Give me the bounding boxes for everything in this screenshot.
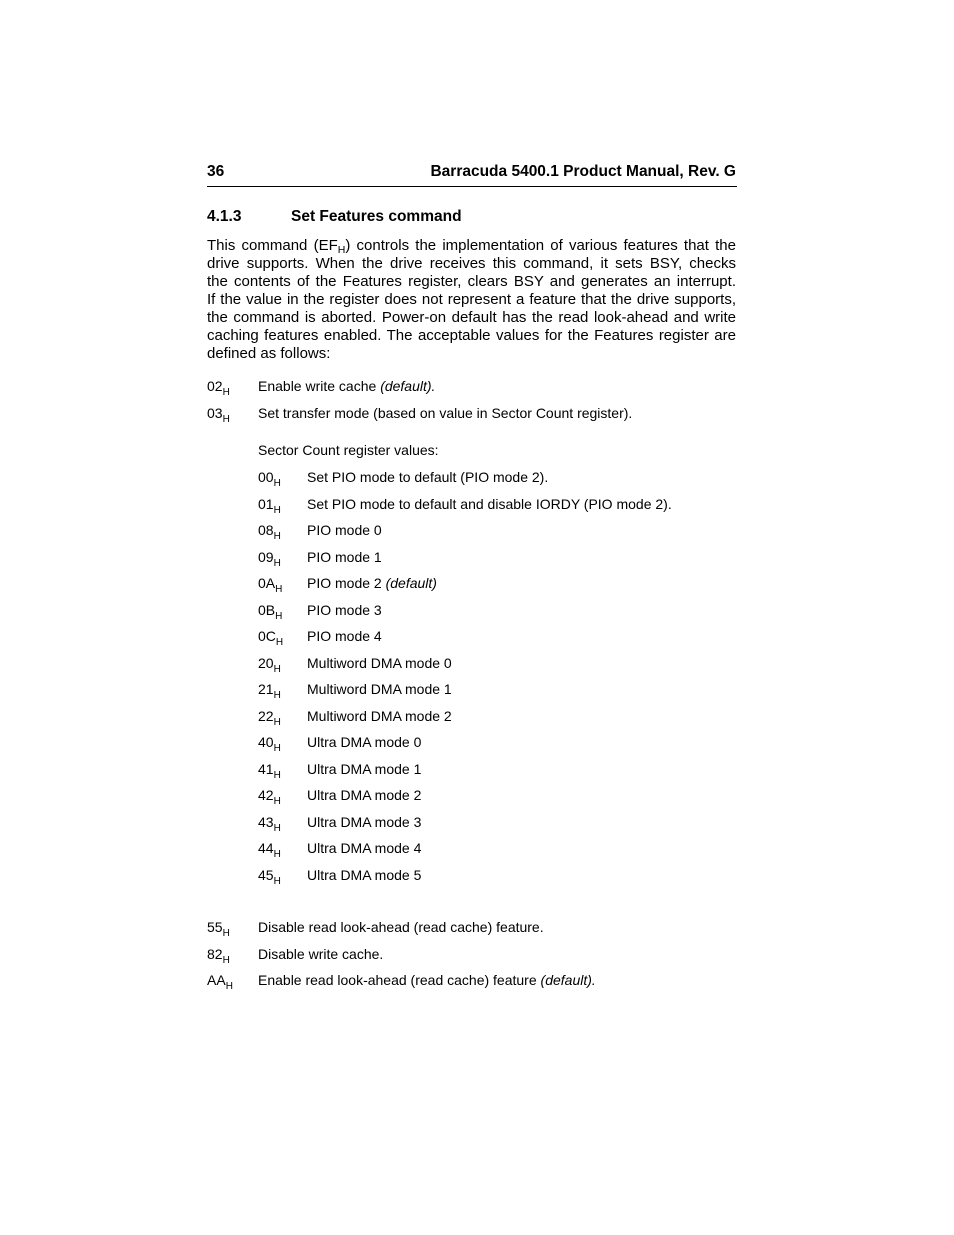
sector-count-description — [307, 734, 421, 750]
sector-count-code-value: 08 — [258, 522, 274, 538]
sector-count-code-value: 21 — [258, 681, 274, 697]
sector-count-description — [307, 602, 382, 618]
hex-subscript: H — [273, 531, 281, 542]
feature-code-value: AA — [207, 972, 226, 988]
feature-list — [207, 378, 736, 431]
sector-count-row — [258, 814, 736, 841]
sector-count-code-value: 0C — [258, 628, 276, 644]
sector-count-row — [258, 761, 736, 788]
sector-count-code-value: 00 — [258, 469, 274, 485]
intro-line: the contents of the Features register, clears BSY and generates an interrupt. — [207, 273, 736, 290]
feature-description — [258, 919, 544, 935]
hex-subscript: H — [273, 796, 281, 807]
sector-count-description-text: Ultra DMA mode 1 — [307, 760, 422, 777]
sector-count-description-text: Set PIO mode to default and disable IORDY (PIO mode 2). — [307, 495, 672, 512]
sector-count-description-text: PIO mode 2 — [307, 575, 382, 591]
hex-subscript: H — [273, 716, 281, 728]
sector-count-code-value: 40 — [258, 734, 274, 750]
sector-count-description — [307, 681, 452, 697]
hex-subscript: H — [273, 769, 281, 781]
sector-count-code-value: 44 — [258, 840, 274, 856]
feature-description — [258, 972, 596, 988]
hex-subscript: H — [275, 637, 284, 648]
sector-count-code-value: 45 — [258, 866, 274, 883]
sector-count-code — [258, 866, 281, 887]
sector-count-code-value: 43 — [258, 813, 274, 830]
section-heading — [207, 208, 736, 226]
feature-description-text: Enable write cache — [258, 378, 377, 394]
sector-count-code — [258, 840, 281, 860]
sector-count-description — [307, 469, 548, 485]
feature-row — [207, 972, 736, 999]
sector-count-description — [307, 549, 382, 565]
feature-code — [207, 404, 230, 425]
feature-code-value: 82 — [207, 945, 223, 962]
default-note: (default) — [385, 575, 437, 591]
sector-count-code — [258, 654, 281, 675]
sector-count-description-text: PIO mode 0 — [307, 522, 382, 538]
hex-subscript: H — [273, 822, 281, 834]
sector-count-description-text: PIO mode 3 — [307, 601, 382, 618]
default-note: (default). — [380, 378, 436, 394]
feature-code-value: 02 — [207, 378, 223, 394]
sector-count-code-value: 22 — [258, 707, 274, 724]
sector-count-code-value: 41 — [258, 760, 274, 777]
sector-count-row — [258, 681, 736, 708]
sector-count-row — [258, 628, 736, 655]
sector-count-row — [258, 602, 736, 629]
sector-count-row — [258, 708, 736, 735]
hex-subscript: H — [222, 387, 230, 398]
intro-line: caching features enabled. The acceptable values for the Features register are — [207, 327, 736, 344]
sector-count-row — [258, 496, 736, 523]
sector-count-description-text: PIO mode 1 — [307, 548, 382, 565]
hex-subscript: H — [273, 743, 281, 754]
section-title: Set Features command — [291, 208, 462, 225]
feature-description — [258, 405, 632, 421]
sector-count-code — [258, 681, 281, 701]
sector-count-code-value: 0A — [258, 575, 276, 591]
feature-description — [258, 946, 383, 962]
running-header — [207, 163, 736, 181]
sector-count-row — [258, 840, 736, 867]
sector-count-code-value: 20 — [258, 654, 274, 671]
sector-count-code-value: 42 — [258, 787, 274, 803]
hex-subscript: H — [273, 504, 281, 516]
feature-code — [207, 972, 233, 992]
sector-count-description-text: Multiword DMA mode 1 — [307, 681, 452, 697]
intro-line-text: ) controls the implementation of various features that the — [345, 237, 736, 254]
hex-subscript: H — [273, 690, 281, 701]
sector-count-description-text: Multiword DMA mode 0 — [307, 654, 452, 671]
sector-count-description-text: PIO mode 4 — [307, 628, 382, 644]
sector-count-code — [258, 601, 283, 622]
sector-count-code — [258, 760, 281, 781]
sector-count-code-value: 01 — [258, 495, 274, 512]
sector-count-row — [258, 522, 736, 549]
sector-count-code — [258, 575, 283, 595]
sector-count-code — [258, 522, 281, 542]
sector-count-description-text: Ultra DMA mode 2 — [307, 787, 422, 803]
hex-subscript: H — [273, 849, 281, 860]
sector-count-row — [258, 549, 736, 576]
feature-row — [207, 946, 736, 973]
sector-count-description-text: Multiword DMA mode 2 — [307, 707, 452, 724]
sector-count-row — [258, 469, 736, 496]
feature-code — [207, 945, 230, 966]
sector-count-description — [307, 708, 452, 724]
intro-paragraph — [207, 237, 736, 363]
feature-row — [207, 378, 736, 405]
hex-subscript: H — [337, 244, 346, 256]
feature-description-text: Enable read look-ahead (read cache) feature — [258, 972, 537, 988]
intro-line: defined as follows: — [207, 345, 331, 362]
hex-subscript: H — [273, 478, 281, 489]
feature-row — [207, 919, 736, 946]
sector-count-code-value: 0B — [258, 601, 276, 618]
intro-line: the command is aborted. Power-on default has the read look-ahead and write — [207, 309, 736, 326]
sector-count-description — [307, 761, 421, 777]
sector-count-label: Sector Count register values: — [258, 442, 439, 458]
sector-count-row — [258, 575, 736, 602]
section-number: 4.1.3 — [207, 208, 242, 225]
sector-count-description — [307, 496, 672, 512]
sector-count-row — [258, 867, 736, 894]
sector-count-description — [307, 655, 452, 671]
sector-count-code — [258, 707, 281, 728]
sector-count-description — [307, 840, 421, 856]
intro-opening: This command (EF — [207, 237, 338, 254]
feature-description-text: Disable read look-ahead (read cache) feature. — [258, 919, 544, 935]
page-number: 36 — [207, 163, 225, 180]
sector-count-code — [258, 813, 281, 834]
feature-description-text: Set transfer mode (based on value in Sector Count register). — [258, 404, 633, 421]
sector-count-code — [258, 469, 281, 489]
sector-count-description — [307, 814, 421, 830]
feature-description-text: Disable write cache. — [258, 945, 384, 962]
hex-subscript: H — [225, 981, 233, 992]
sector-count-code-value: 09 — [258, 548, 274, 565]
document-title: Barracuda 5400.1 Product Manual, Rev. G — [430, 163, 736, 180]
hex-subscript: H — [273, 663, 281, 675]
sector-count-list — [258, 469, 736, 893]
hex-subscript: H — [273, 557, 281, 569]
sector-count-description-text: Ultra DMA mode 0 — [307, 734, 422, 750]
feature-code — [207, 919, 230, 939]
sector-count-row — [258, 787, 736, 814]
sector-count-description — [307, 522, 382, 538]
sector-count-description-text: Ultra DMA mode 3 — [307, 813, 422, 830]
hex-subscript: H — [222, 928, 230, 939]
header-rule — [207, 186, 737, 187]
intro-line — [207, 237, 736, 255]
sector-count-description — [307, 628, 382, 644]
sector-count-description — [307, 575, 437, 591]
sector-count-description-text: Ultra DMA mode 5 — [307, 866, 422, 883]
sector-count-description-text: Ultra DMA mode 4 — [307, 840, 422, 856]
sector-count-code — [258, 548, 281, 569]
sector-count-description — [307, 867, 421, 883]
sector-count-description — [307, 787, 421, 803]
hex-subscript: H — [275, 610, 283, 622]
hex-subscript: H — [273, 875, 281, 887]
feature-code-value: 55 — [207, 919, 223, 935]
sector-count-code — [258, 628, 284, 648]
feature-description — [258, 378, 435, 394]
intro-line: drive supports. When the drive receives this command, it sets BSY, checks — [207, 255, 736, 272]
sector-count-code — [258, 495, 281, 516]
sector-count-row — [258, 655, 736, 682]
feature-row — [207, 405, 736, 432]
sector-count-code — [258, 734, 281, 754]
hex-subscript: H — [222, 954, 230, 966]
hex-subscript: H — [222, 413, 230, 425]
sector-count-code — [258, 787, 281, 807]
feature-code — [207, 378, 230, 398]
default-note: (default). — [540, 972, 596, 988]
intro-line: If the value in the register does not represent a feature that the drive supports, — [207, 291, 736, 308]
sector-count-description-text: Set PIO mode to default (PIO mode 2). — [307, 469, 549, 485]
sector-count-row — [258, 734, 736, 761]
hex-subscript: H — [275, 584, 283, 595]
feature-code-value: 03 — [207, 404, 223, 421]
feature-list-continued — [207, 919, 736, 999]
